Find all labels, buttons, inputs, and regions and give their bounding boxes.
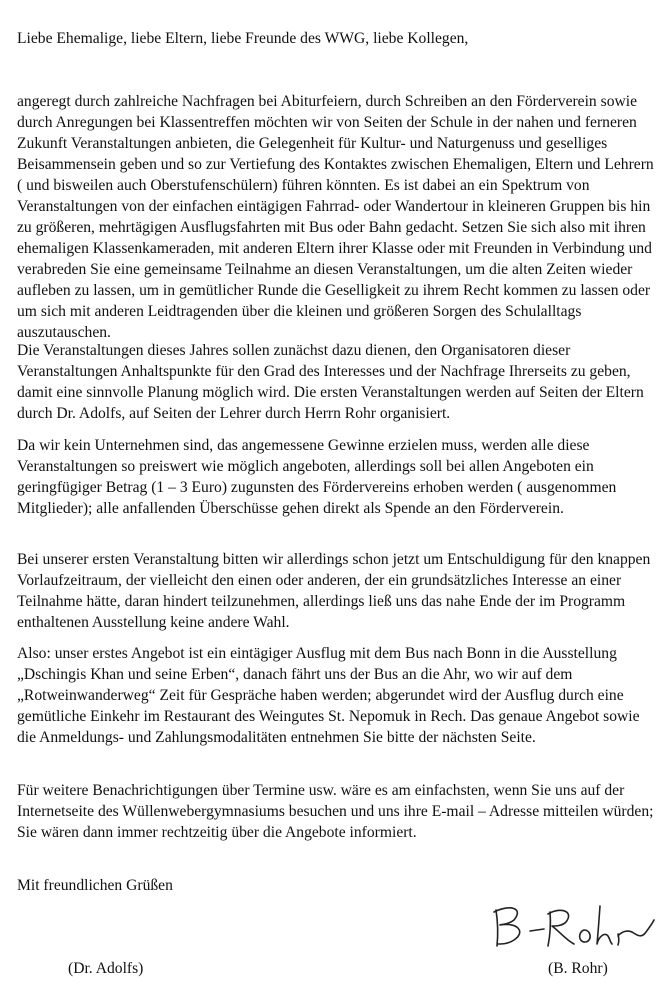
handwritten-signature — [488, 898, 658, 958]
paragraph-3: Da wir kein Unternehmen sind, das angemessene Gewinne erzielen muss, werden alle diese Veranstaltungen so preiswert wie möglich angeboten, allerdings soll bei allen Angeboten ein geringfügiger Betrag (1 – 3 Euro) zugunsten des Fördervereins erhoben werden ( ausgenommen Mitglieder); alle anfallenden Überschüsse gehen direkt als Spende an den Förderverein. — [17, 437, 617, 517]
paragraph-5: Also: unser erstes Angebot ist ein eintägiger Ausflug mit dem Bus nach Bonn in die Ausstellung „Dschingis Khan und seine Erben“, danach fährt uns der Bus an die Ahr, wo wir auf dem „Rotweinwanderweg“ Zeit für Gespräche haben werden; abgerundet wird der Ausflug durch eine gemütliche Einkehr im Restaurant des Weingutes St. Nepomuk in Rech. Das genaue Angebot sowie die Anmeldungs- und Zahlungsmodalitäten entnehmen Sie bitte der nächsten Seite. — [17, 645, 640, 746]
signatory-left: (Dr. Adolfs) — [68, 960, 144, 977]
salutation: Liebe Ehemalige, liebe Eltern, liebe Freunde des WWG, liebe Kollegen, — [17, 30, 469, 47]
signatory-right: (B. Rohr) — [548, 960, 608, 977]
paragraph-6: Für weitere Benachrichtigungen über Termine usw. wäre es am einfachsten, wenn Sie uns auf der Internetseite des Wüllenwebergymnasiums besuchen und uns ihre E-mail – Adresse mitteilen würden; Sie wären dann immer rechtzeitig über die Angebote informiert. — [17, 782, 654, 841]
paragraph-4: Bei unserer ersten Veranstaltung bitten wir allerdings schon jetzt um Entschuldigung für den knappen Vorlaufzeitraum, der vielleicht den einen oder anderen, der ein grundsätzliches Interesse an einer Teilnahme hätte, daran hindert teilzunehmen, allerdings ließ uns das nahe Ende der im Programm enthaltenen Ausstellung keine andere Wahl. — [17, 551, 651, 631]
paragraph-1: angeregt durch zahlreiche Nachfragen bei Abiturfeiern, durch Schreiben an den Förderverein sowie durch Anregungen bei Klassentreffen möchten wir von Seiten der Schule in der nahen und ferneren Zukunft Veranstaltungen anbieten, die Gelegenheit für Kultur- und Naturgenuss und geselliges Beisammensein geben und so zur Vertiefung des Kontaktes zwischen Ehemaligen, Eltern und Lehrern ( und bisweilen auch Oberstufenschülern) führen könnten. Es ist dabei an ein Spektrum von Veranstaltungen von der einfachen eintägigen Fahrrad- oder Wandertour in kleineren Gruppen bis hin zu größeren, mehrtägigen Ausflugsfahrten mit Bus oder Bahn gedacht. Setzen Sie sich also mit ihren ehemaligen Klassenkameraden, mit anderen Eltern ihrer Klasse oder mit Freunden in Verbindung und verabreden Sie eine gemeinsame Teilnahme an diesen Veranstaltungen, um die alten Zeiten wieder aufleben zu lassen, um in gemütlicher Runde die Geselligkeit zu ihrem Recht kommen zu lassen oder um sich mit anderen Leidtragenden über die kleinen und größeren Sorgen des Schulalltags auszutauschen. — [17, 93, 654, 341]
paragraph-2: Die Veranstaltungen dieses Jahres sollen zunächst dazu dienen, den Organisatoren dieser Veranstaltungen Anhaltspunkte für den Grad des Interesses und der Nachfrage Ihrerseits zu geben, damit eine sinnvolle Planung möglich wird. Die ersten Veranstaltungen werden auf Seiten der Eltern durch Dr. Adolfs, auf Seiten der Lehrer durch Herrn Rohr organisiert. — [17, 342, 644, 422]
closing-phrase: Mit freundlichen Grüßen — [17, 877, 173, 894]
